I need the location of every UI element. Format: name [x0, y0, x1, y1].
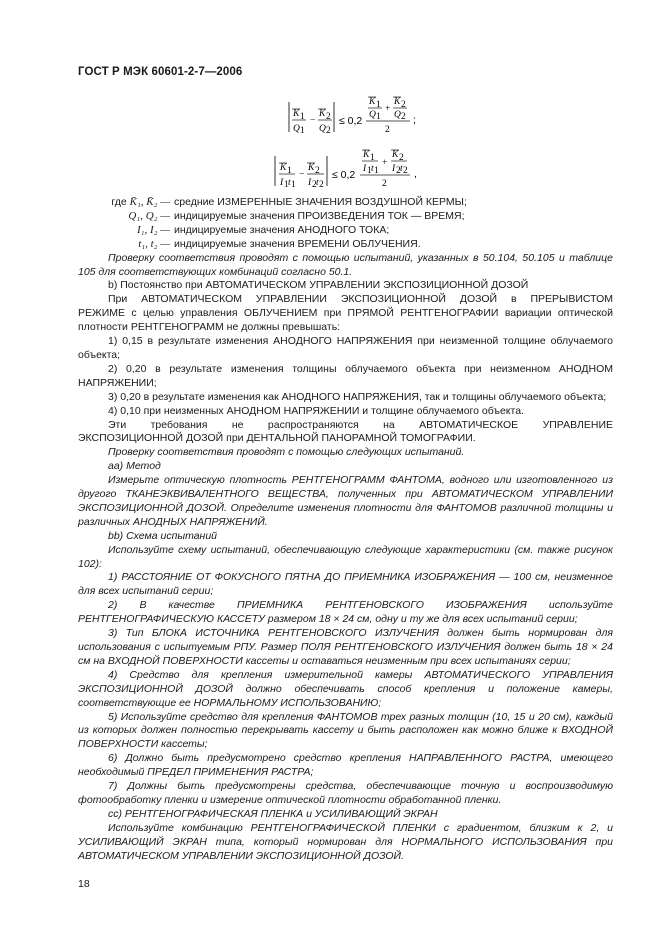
svg-text:1: 1: [284, 180, 289, 190]
list-item: 3) Тип БЛОКА ИСТОЧНИКА РЕНТГЕНОВСКОГО ИЗЛУЧЕНИЯ должен быть нормирован для использования с испытуемым РПУ. Размер ПОЛЯ РЕНТГЕНОВСКОГО ИЗЛУЧЕНИЯ должен быть 18 × 24 см на ВХОДНОЙ ПОВЕРХНОСТИ кассеты и оставаться неизменным при всех испытаниях серии;: [78, 627, 613, 667]
definition-row: I₁, I₂ — индицируемые значения АНОДНОГО ТОКА;: [136, 223, 390, 236]
section-b-text: РЕЖИМЕ с целью управления ОБЛУЧЕНИЕМ при ПРЯМОЙ РЕНТГЕНОГРАФИИ вариации оптической плотности РЕНТГЕНОГРАММ не должны превышать:: [78, 307, 613, 334]
compliance-note: Проверку соответствия проводят с помощью следующих испытаний.: [108, 446, 465, 459]
svg-text:Q: Q: [319, 124, 326, 134]
svg-text:Q: Q: [369, 110, 376, 120]
subsection-bb-text: Используйте схему испытаний, обеспечивающую следующие характеристики (см. также рисунок 102):: [78, 543, 613, 570]
formula-ratio-it: [272, 144, 532, 194]
list-item: 3) 0,20 в результате изменения как АНОДНОГО НАПРЯЖЕНИЯ, так и толщины облучаемого объекта;: [108, 390, 607, 403]
svg-text:2: 2: [385, 125, 390, 135]
document-body: [78, 196, 613, 864]
list-item: 2) В качестве ПРИЕМНИКА РЕНТГЕНОВСКОГО ИЗОБРАЖЕНИЯ используйте РЕНТГЕНОГРАФИЧЕСКУЮ КАССЕТУ размером 18 × 24 см, одну и ту же для всех испытаний серии;: [78, 599, 613, 626]
svg-text:t: t: [371, 164, 374, 174]
svg-text:1: 1: [374, 166, 379, 176]
svg-text:+: +: [385, 104, 391, 114]
svg-text:1: 1: [287, 166, 292, 176]
page-number: 18: [78, 878, 90, 890]
svg-text:I: I: [363, 164, 367, 174]
svg-text:K: K: [280, 163, 287, 173]
svg-text:;: ;: [413, 114, 416, 126]
svg-text:I: I: [392, 164, 396, 174]
f1-k1: K: [293, 109, 300, 119]
svg-text:K: K: [319, 109, 326, 119]
svg-text:K: K: [392, 150, 399, 160]
list-item: 7) Должны быть предусмотрены средства, обеспечивающие точную и воспроизводимую фотообработку пленки и измерение оптической плотности обработанной пленки.: [78, 780, 613, 806]
list-item: 4) Средство для крепления измерительной камеры АВТОМАТИЧЕСКОГО УПРАВЛЕНИЯ ЭКСПОЗИЦИОННОЙ ДОЗОЙ должно обеспечивать способ крепления и положение камеры, соответствующие ее НОРМАЛЬНОМУ ИСПОЛЬЗОВАНИЮ;: [78, 668, 613, 709]
subsection-cc-heading: cc) РЕНТГЕНОГРАФИЧЕСКАЯ ПЛЕНКА и УСИЛИВАЮЩИЙ ЭКРАН: [108, 807, 438, 820]
exception-line1: Эти требования не распространяются на АВТОМАТИЧЕСКОЕ УПРАВЛЕНИЕ: [108, 418, 613, 431]
svg-text:2: 2: [319, 180, 324, 190]
svg-text:t: t: [316, 178, 319, 188]
list-item: 4) 0,10 при неизменных АНОДНОМ НАПРЯЖЕНИИ и толщине облучаемого объекта.: [108, 404, 524, 417]
svg-text:K: K: [394, 97, 401, 107]
list-item: 5) Используйте средство для крепления ФАНТОМОВ трех разных толщин (10, 15 и 20 см), каждый из которых должен полностью перекрывать кассету и быть расположен как можно ближе к ВХОДНОЙ ПОВЕРХНОСТИ кассеты;: [78, 710, 613, 751]
definition-row: Q₁, Q₂ — индицируемые значения ПРОИЗВЕДЕНИЯ ТОК — ВРЕМЯ;: [128, 209, 465, 222]
svg-text:2: 2: [312, 180, 317, 190]
svg-text:1: 1: [291, 180, 296, 190]
list-item: 1) 0,15 в результате изменения АНОДНОГО НАПРЯЖЕНИЯ при неизменной толщине облучаемого объекта;: [78, 335, 613, 361]
svg-text:t: t: [400, 164, 403, 174]
subsection-bb-heading: bb) Схема испытаний: [108, 529, 218, 542]
subsection-aa-text: Измерьте оптическую плотность РЕНТГЕНОГРАММ ФАНТОМА, водного или изготовленного из другого ТКАНЕЭКВИВАЛЕНТНОГО ВЕЩЕСТВА, полученных при АВТОМАТИЧЕСКОМ УПРАВЛЕНИИ ЭКСПОЗИЦИОННОЙ ДОЗОЙ. Определите изменения плотности для ФАНТОМОВ различной толщины и различных АНОДНЫХ НАПРЯЖЕНИЙ.: [78, 474, 613, 528]
svg-text:K: K: [369, 97, 376, 107]
svg-text:2: 2: [401, 100, 406, 110]
svg-text:2: 2: [399, 153, 404, 163]
svg-text:1: 1: [370, 153, 375, 163]
svg-text:2: 2: [403, 166, 408, 176]
svg-text:−: −: [299, 170, 305, 180]
svg-text:K: K: [363, 150, 370, 160]
svg-text:Q: Q: [293, 124, 300, 134]
page-header: ГОСТ Р МЭК 60601-2-7—2006: [78, 66, 243, 78]
svg-text:+: +: [382, 158, 388, 168]
svg-text:2: 2: [315, 166, 320, 176]
definition-row: t₁, t₂ — индицируемые значения ВРЕМЕНИ ОБЛУЧЕНИЯ.: [138, 237, 421, 250]
svg-text:2: 2: [401, 112, 406, 122]
list-item: 1) РАССТОЯНИЕ ОТ ФОКУСНОГО ПЯТНА ДО ПРИЕМНИКА ИЗОБРАЖЕНИЯ — 100 см, неизменное для всех испытаний серии;: [78, 571, 613, 598]
svg-text:2: 2: [396, 166, 401, 176]
svg-text:2: 2: [382, 179, 387, 189]
svg-text:≤ 0,2: ≤ 0,2: [339, 115, 363, 127]
section-b-heading: b) Постоянство при АВТОМАТИЧЕСКОМ УПРАВЛЕНИИ ЭКСПОЗИЦИОННОЙ ДОЗОЙ: [108, 279, 529, 292]
svg-text:1: 1: [300, 112, 305, 122]
svg-text:1: 1: [367, 166, 372, 176]
definition-row: где K̄₁, K̄₂ — средние ИЗМЕРЕННЫЕ ЗНАЧЕНИЯ ВОЗДУШНОЙ КЕРМЫ;: [111, 196, 467, 208]
svg-text:1: 1: [376, 100, 381, 110]
svg-text:1: 1: [376, 112, 381, 122]
svg-text:I: I: [308, 178, 312, 188]
svg-text:≤ 0,2: ≤ 0,2: [332, 169, 356, 181]
svg-text:1: 1: [300, 126, 305, 136]
subsection-aa-heading: aa) Метод: [108, 460, 161, 473]
svg-text:2: 2: [326, 126, 331, 136]
svg-text:t: t: [288, 178, 291, 188]
svg-text:I: I: [280, 178, 284, 188]
section-b-text-line1: При АВТОМАТИЧЕСКОМ УПРАВЛЕНИИ ЭКСПОЗИЦИОННОЙ ДОЗОЙ в ПРЕРЫВИСТОМ: [108, 293, 613, 306]
svg-text:K: K: [308, 163, 315, 173]
svg-text:−: −: [310, 116, 316, 126]
subsection-cc-text: Используйте комбинацию РЕНТГЕНОГРАФИЧЕСКОЙ ПЛЕНКИ с градиентом, близким к 2, и УСИЛИВАЮЩИЙ ЭКРАН типа, который нормирован для НОРМАЛЬНОГО ИСПОЛЬЗОВАНИЯ при АВТОМАТИЧЕСКОМ УПРАВЛЕНИИ ЭКСПОЗИЦИОННОЙ ДОЗОЙ.: [78, 821, 613, 862]
svg-text:Q: Q: [394, 110, 401, 120]
svg-text:2: 2: [326, 112, 331, 122]
compliance-note: Проверку соответствия проводят с помощью испытаний, указанных в 50.104, 50.105 и таблице 105 для соответствующих комбинаций согласно 50.1.: [78, 251, 613, 278]
formula-ratio-q: [286, 92, 526, 140]
svg-text:,: ,: [414, 168, 417, 180]
list-item: 6) Должно быть предусмотрено средство крепления НАПРАВЛЕННОГО РАСТРА, имеющего необходимый ПРЕДЕЛ ПРИМЕНЕНИЯ РАСТРА;: [78, 752, 613, 779]
exception-line2: ЭКСПОЗИЦИОННОЙ ДОЗОЙ при ДЕНТАЛЬНОЙ ПАНОРАМНОЙ ТОМОГРАФИИ.: [78, 432, 476, 445]
list-item: 2) 0,20 в результате изменения толщины облучаемого объекта при неизменном АНОДНОМ НАПРЯЖЕНИИ;: [78, 362, 613, 389]
